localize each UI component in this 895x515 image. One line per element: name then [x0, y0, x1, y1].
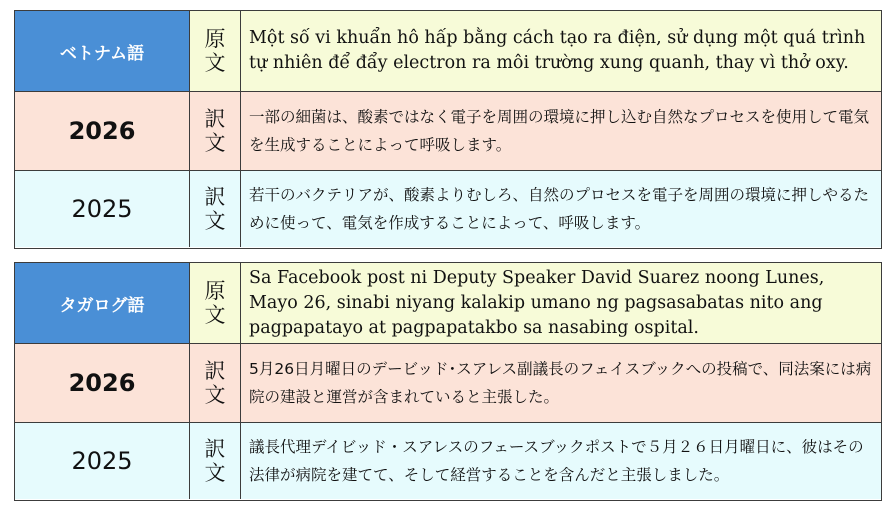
- translation-text: [241, 92, 881, 170]
- year-label: [15, 423, 190, 499]
- translation-table-tagalog: [14, 262, 882, 501]
- tag-bottom: 文: [204, 51, 226, 75]
- language-name: ベトナム語: [59, 43, 145, 64]
- translation-tag: [190, 171, 241, 247]
- tag-top: 原: [204, 279, 226, 303]
- translation-text: [241, 171, 881, 247]
- language-name: タガログ語: [59, 295, 145, 316]
- source-text: [241, 11, 881, 91]
- source-row: [15, 263, 881, 343]
- translation-text-content: 5月26日月曜日のデービッド･スアレス副議長のフェイスブックへの投稿で、同法案には病院の建設と運営が含まれていると主張した。: [249, 360, 872, 406]
- source-row: [15, 11, 881, 91]
- tag-top: 訳: [204, 437, 226, 461]
- source-tag: [190, 11, 241, 91]
- source-text-content: Sa Facebook post ni Deputy Speaker David Suarez noong Lunes, Mayo 26, sinabi niyang kalakip umano ng pagsasabatas nito ang pagpapatayo at pagpapatakbo sa nasabing ospital.: [249, 267, 825, 338]
- translation-text-content: 一部の細菌は、酸素ではなく電子を周囲の環境に押し込む自然なプロセスを使用して電気を生成することによって呼吸します。: [249, 108, 870, 154]
- translation-tag: [190, 344, 241, 422]
- translation-row-2026: [15, 91, 881, 170]
- translation-tag: [190, 423, 241, 499]
- source-tag: [190, 263, 241, 343]
- year-label: [15, 171, 190, 247]
- year-2025: 2025: [71, 447, 133, 475]
- year-2025: 2025: [71, 195, 133, 223]
- translation-row-2025: [15, 422, 881, 499]
- tag-bottom: 文: [204, 209, 226, 233]
- tag-top: 原: [204, 27, 226, 51]
- source-text: [241, 263, 881, 343]
- translation-text: [241, 344, 881, 422]
- tag-top: 訳: [204, 107, 226, 131]
- tag-top: 訳: [204, 359, 226, 383]
- tag-bottom: 文: [204, 303, 226, 327]
- tag-bottom: 文: [204, 131, 226, 155]
- source-text-content: Một số vi khuẩn hô hấp bằng cách tạo ra điện, sử dụng một quá trình tự nhiên để đẩy electron ra môi trường xung quanh, thay vì thở oxy.: [249, 28, 866, 73]
- translation-text: [241, 423, 881, 499]
- translation-text-content: 若干のバクテリアが、酸素よりむしろ、自然のプロセスを電子を周囲の環境に押しやるために使って、電気を作成することによって、呼吸します。: [249, 186, 870, 232]
- translation-row-2026: [15, 343, 881, 422]
- translation-table-vietnamese: [14, 10, 882, 249]
- tag-bottom: 文: [204, 383, 226, 407]
- translation-text-content: 議長代理デイビッド・スアレスのフェースブックポストで５月２６日月曜日に、彼はその法律が病院を建てて、そして経営することを含んだと主張しました。: [249, 438, 864, 484]
- year-2026: 2026: [68, 117, 136, 145]
- year-label: [15, 92, 190, 170]
- translation-tag: [190, 92, 241, 170]
- language-label: [15, 263, 190, 343]
- year-2026: 2026: [68, 369, 136, 397]
- tag-top: 訳: [204, 185, 226, 209]
- year-label: [15, 344, 190, 422]
- tag-bottom: 文: [204, 461, 226, 485]
- translation-row-2025: [15, 170, 881, 247]
- language-label: [15, 11, 190, 91]
